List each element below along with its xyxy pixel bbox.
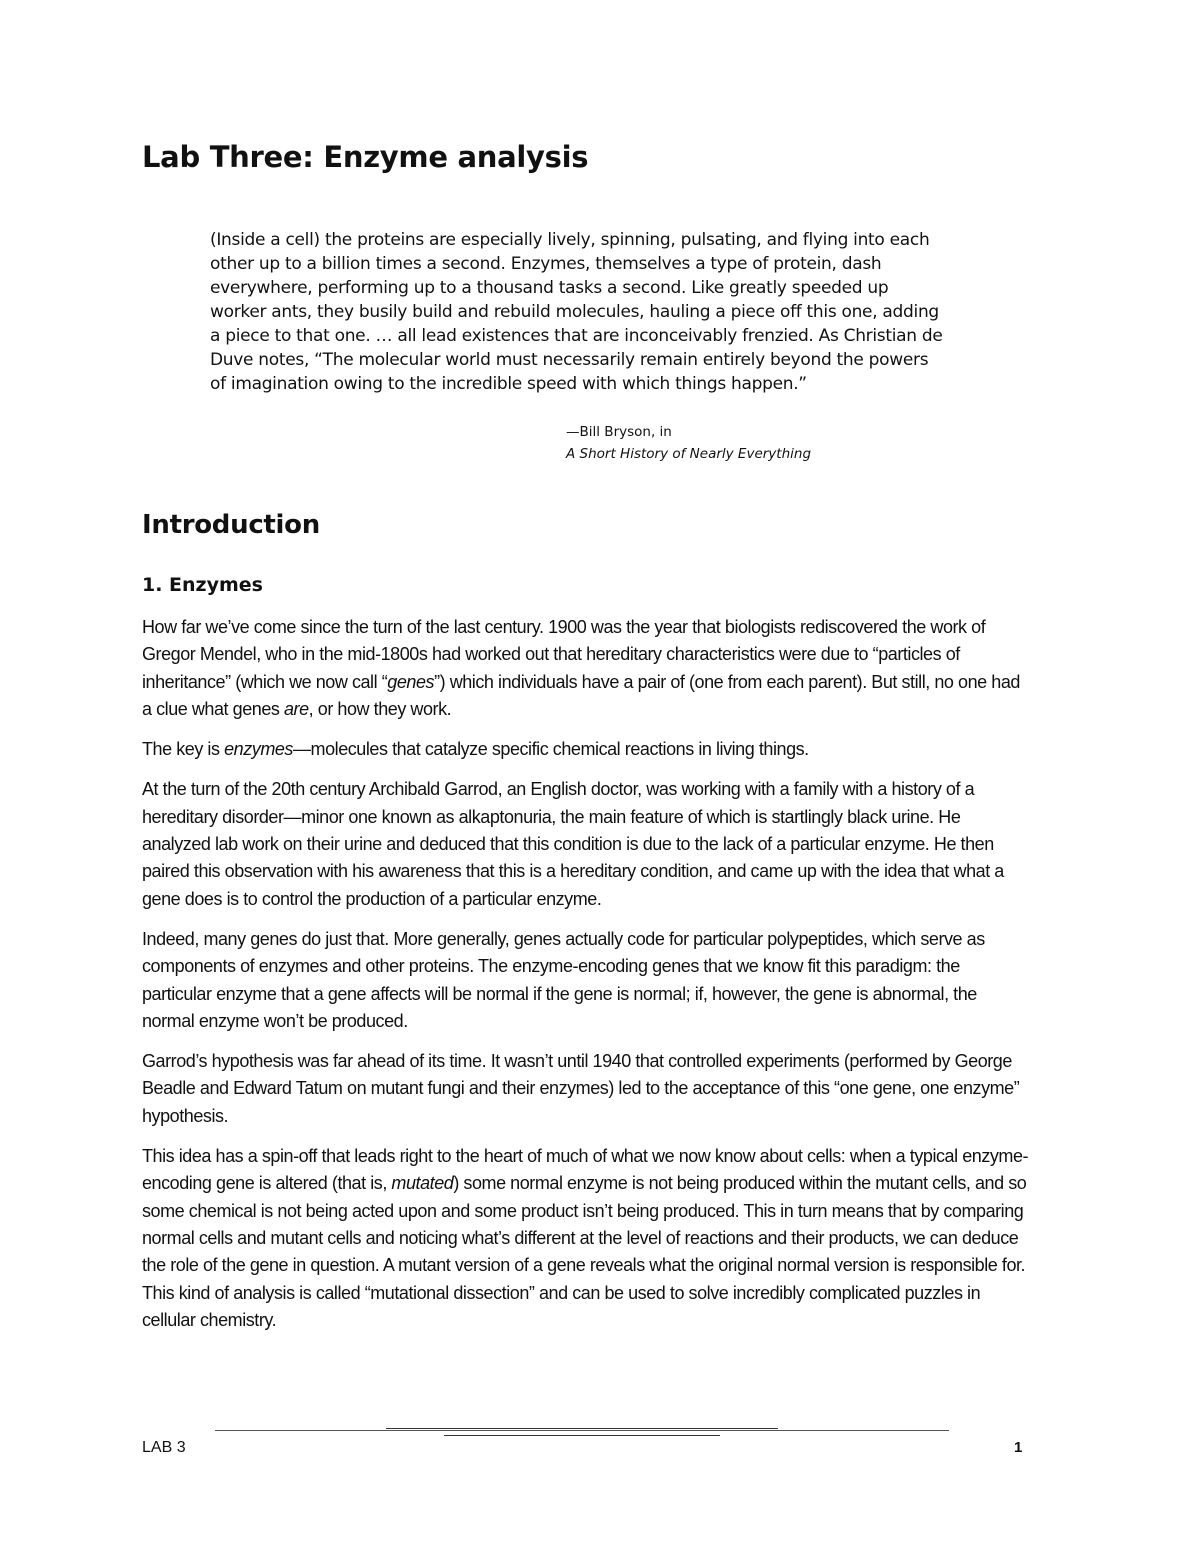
emphasis: genes (387, 671, 435, 692)
paragraph: How far we’ve come since the turn of the last century. 1900 was the year that biologists rediscovered the work of Gregor Mendel, who in the mid-1800s had worked out that hereditary characteristics were due to “particles of inheritance” (which we now call “genes”) which individuals have a pair of (one from each parent). But still, no one had a clue what genes are, or how they work. (142, 617, 1020, 719)
paragraph: The key is enzymes—molecules that catalyze specific chemical reactions in living things. (142, 739, 809, 760)
paragraph: This idea has a spin-off that leads right to the heart of much of what we now know about cells: when a typical enzyme-encoding gene is altered (that is, mutated) some normal enzyme is not being produced within the mutant cells, and so some chemical is not being acted upon and some product isn’t being produced. This in turn means that by comparing normal cells and mutant cells and noticing what’s different at the level of reactions and their products, we can deduce the role of the gene in question. A mutant version of a gene reveals what the original normal version is responsible for. This kind of analysis is called “mutational dissection” and can be used to solve incredibly complicated puzzles in cellular chemistry. (142, 1146, 1029, 1330)
footer-rule (215, 1430, 949, 1431)
attribution-book-title: A Short History of Nearly Everything (566, 446, 812, 462)
paragraph: At the turn of the 20th century Archibald Garrod, an English doctor, was working with a family with a history of a hereditary disorder—minor one known as alkaptonuria, the main feature of which is startlingly black urine. He analyzed lab work on their urine and deduced that this condition is due to the lack of a particular enzyme. He then paired this observation with his awareness that this is a hereditary condition, and came up with the idea that what a gene does is to control the production of a particular enzyme. (142, 779, 1004, 909)
section-heading: Introduction (142, 510, 320, 540)
attribution-author: —Bill Bryson, in (566, 424, 672, 440)
footer-label: LAB 3 (142, 1439, 186, 1456)
body-text (142, 614, 1032, 1347)
paragraph: Indeed, many genes do just that. More generally, genes actually code for particular polypeptides, which serve as components of enzymes and other proteins. The enzyme-encoding genes that we know fit this paradigm: the particular enzyme that a gene affects will be normal if the gene is normal; if, however, the gene is abnormal, the normal enzyme won’t be produced. (142, 928, 985, 1031)
emphasis: enzymes (224, 739, 293, 760)
page-title: Lab Three: Enzyme analysis (142, 140, 589, 174)
epigraph-attribution (566, 421, 811, 465)
emphasis: mutated (391, 1173, 454, 1194)
footer-rule (386, 1428, 778, 1429)
epigraph-quote: (Inside a cell) the proteins are especially lively, spinning, pulsating, and flying into each other up to a billion times a second. Enzymes, themselves a type of protein, dash everywhere, performing up to a thousand tasks a second. Like greatly speeded up worker ants, they busily build and rebuild molecules, hauling a piece off this one, adding a piece to that one. … all lead existences that are inconceivably frenzied. As Christian de Duve notes, “The molecular world must necessarily remain entirely beyond the powers of imagination owing to the incredible speed with which things happen.” (210, 230, 943, 394)
paragraph: Garrod’s hypothesis was far ahead of its time. It wasn’t until 1940 that controlled experiments (performed by George Beadle and Edward Tatum on mutant fungi and their enzymes) led to the acceptance of this “one gene, one enzyme” hypothesis. (142, 1051, 1020, 1126)
footer-rule (444, 1435, 720, 1436)
page-number: 1 (1014, 1439, 1023, 1456)
epigraph (210, 228, 945, 396)
subsection-heading: 1. Enzymes (142, 574, 263, 596)
emphasis: are (284, 698, 309, 719)
